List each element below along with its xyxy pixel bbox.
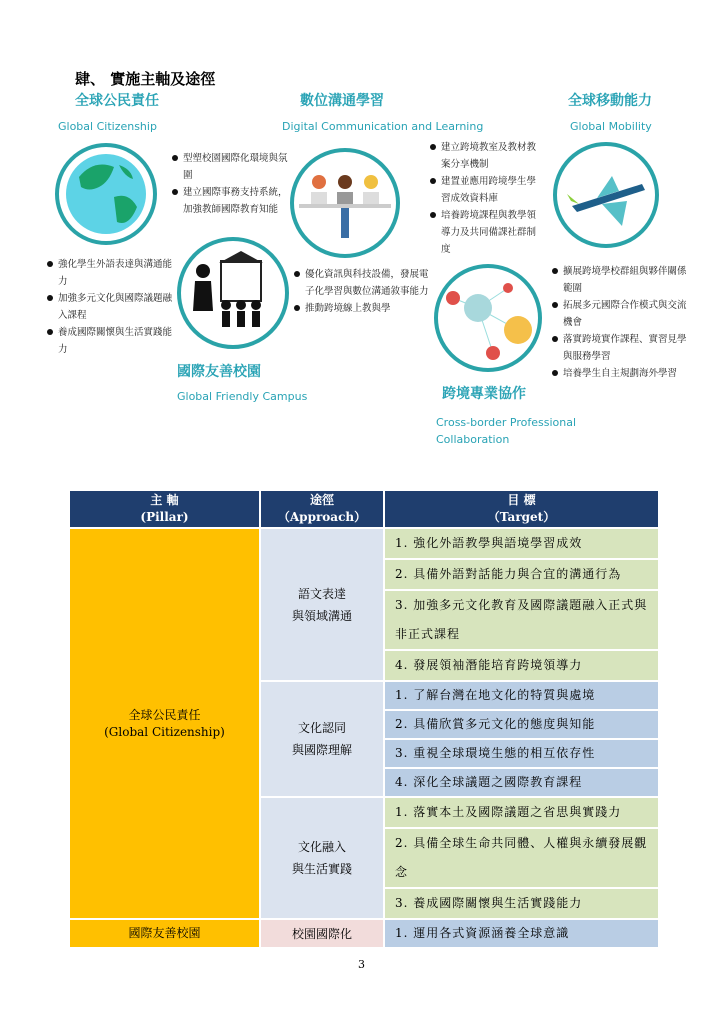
pillar-subtitle-mobility: Global Mobility [570,120,652,133]
header-en: (Pillar) [140,510,189,524]
bullet-item: 推動跨境線上教與學 [294,300,434,317]
pillar-title-digital: 數位溝通學習 [300,93,384,109]
bullet-item: 養成國際關懷與生活實踐能力 [47,324,172,358]
target-cell: 1. 強化外語教學與語境學習成效 [384,528,659,559]
school-family-icon [177,237,289,349]
target-cell: 4. 深化全球議題之國際教育課程 [384,768,659,797]
header-target [384,490,659,528]
bullet-item: 優化資訊與科技設備，發展電子化學習與數位溝通敘事能力 [294,266,434,300]
bullet-item: 培養跨境課程與教學領導力及共同備課社群制度 [430,207,540,258]
network-collaboration-icon [434,264,542,372]
bullet-item: 拓展多元國際合作模式與交流機會 [552,297,692,331]
approach-line: 與領域溝通 [291,608,352,623]
target-cell: 2. 具備外語對話能力與合宜的溝通行為 [384,559,659,590]
people-laptops-icon [290,148,400,258]
section-heading: 肆、 實施主軸及途徑 [75,70,216,88]
target-cell: 1. 了解台灣在地文化的特質與處境 [384,681,659,710]
airplane-icon [553,142,659,248]
globe-icon [55,143,157,245]
global-citizenship-bullets [47,256,172,358]
page-number: 3 [358,958,365,971]
target-cell: 3. 加強多元文化教育及國際議題融入正式與非正式課程 [384,590,659,650]
bullet-item: 強化學生外語表達與溝通能力 [47,256,172,290]
digital-bullets [294,266,434,317]
bullet-item: 型塑校園國際化環境與氛圍 [172,150,294,184]
table-header-row [69,490,659,528]
approach-line: 語文表達 [297,586,346,601]
bullet-item: 加強多元文化與國際議題融入課程 [47,290,172,324]
header-zh: 主 軸 [150,493,179,507]
header-pillar [69,490,260,528]
approach-line: 與生活實踐 [291,862,352,876]
header-en: （Target） [487,510,556,524]
header-en: （Approach） [277,510,367,524]
pillar-subtitle-digital: Digital Communication and Learning [282,120,484,133]
collab-bullets [430,139,540,258]
approach-cell [260,681,384,797]
pillar-subtitle-global-citizenship: Global Citizenship [58,120,157,133]
pillar-en: (Global Citizenship) [104,724,225,739]
target-cell: 2. 具備全球生命共同體、人權與永續發展觀念 [384,828,659,888]
approach-line: 文化認同 [297,721,346,735]
bullet-item: 建立跨境教室及教材教案分享機制 [430,139,540,173]
approach-line: 文化融入 [297,840,346,854]
bullet-item: 培養學生自主規劃海外學習 [552,365,692,382]
header-zh: 目 標 [507,493,536,507]
bullet-item: 建立國際事務支持系統，加強教師國際教育知能 [172,184,294,218]
target-cell: 2. 具備欣賞多元文化的態度與知能 [384,710,659,739]
approach-cell [260,797,384,919]
target-cell: 3. 重視全球環境生態的相互依存性 [384,739,659,768]
pillar-title-collab: 跨境專業協作 [442,386,526,402]
table-row [69,528,659,559]
bullet-item: 落實跨境實作課程、實習見學與服務學習 [552,331,692,365]
table-row [69,919,659,948]
bullet-item: 擴展跨境學校群組與夥伴關係範圍 [552,263,692,297]
campus-bullets [172,150,294,218]
approach-cell [260,528,384,681]
target-cell: 3. 養成國際關懷與生活實踐能力 [384,888,659,919]
approach-line: 與國際理解 [291,743,352,757]
pillar-subtitle-collab: Cross-border Professional Collaboration [436,416,577,446]
bullet-item: 建置並應用跨境學生學習成效資料庫 [430,173,540,207]
pillar-title-campus: 國際友善校園 [177,364,261,380]
header-zh: 途徑 [309,493,334,507]
pillar-title-mobility: 全球移動能力 [568,93,652,109]
target-cell: 4. 發展領袖潛能培育跨境領導力 [384,650,659,681]
pillar-cell [69,528,260,919]
pillar-cell: 國際友善校園 [69,919,260,948]
pillar-subtitle-campus: Global Friendly Campus [177,390,308,403]
pillar-title-global-citizenship: 全球公民責任 [75,93,159,109]
pillar-approach-target-table [68,489,660,949]
pillar-zh: 全球公民責任 [128,707,201,722]
mobility-bullets [552,263,692,382]
target-cell: 1. 落實本土及國際議題之省思與實踐力 [384,797,659,828]
approach-cell: 校園國際化 [260,919,384,948]
target-cell: 1. 運用各式資源涵養全球意識 [384,919,659,948]
header-approach [260,490,384,528]
